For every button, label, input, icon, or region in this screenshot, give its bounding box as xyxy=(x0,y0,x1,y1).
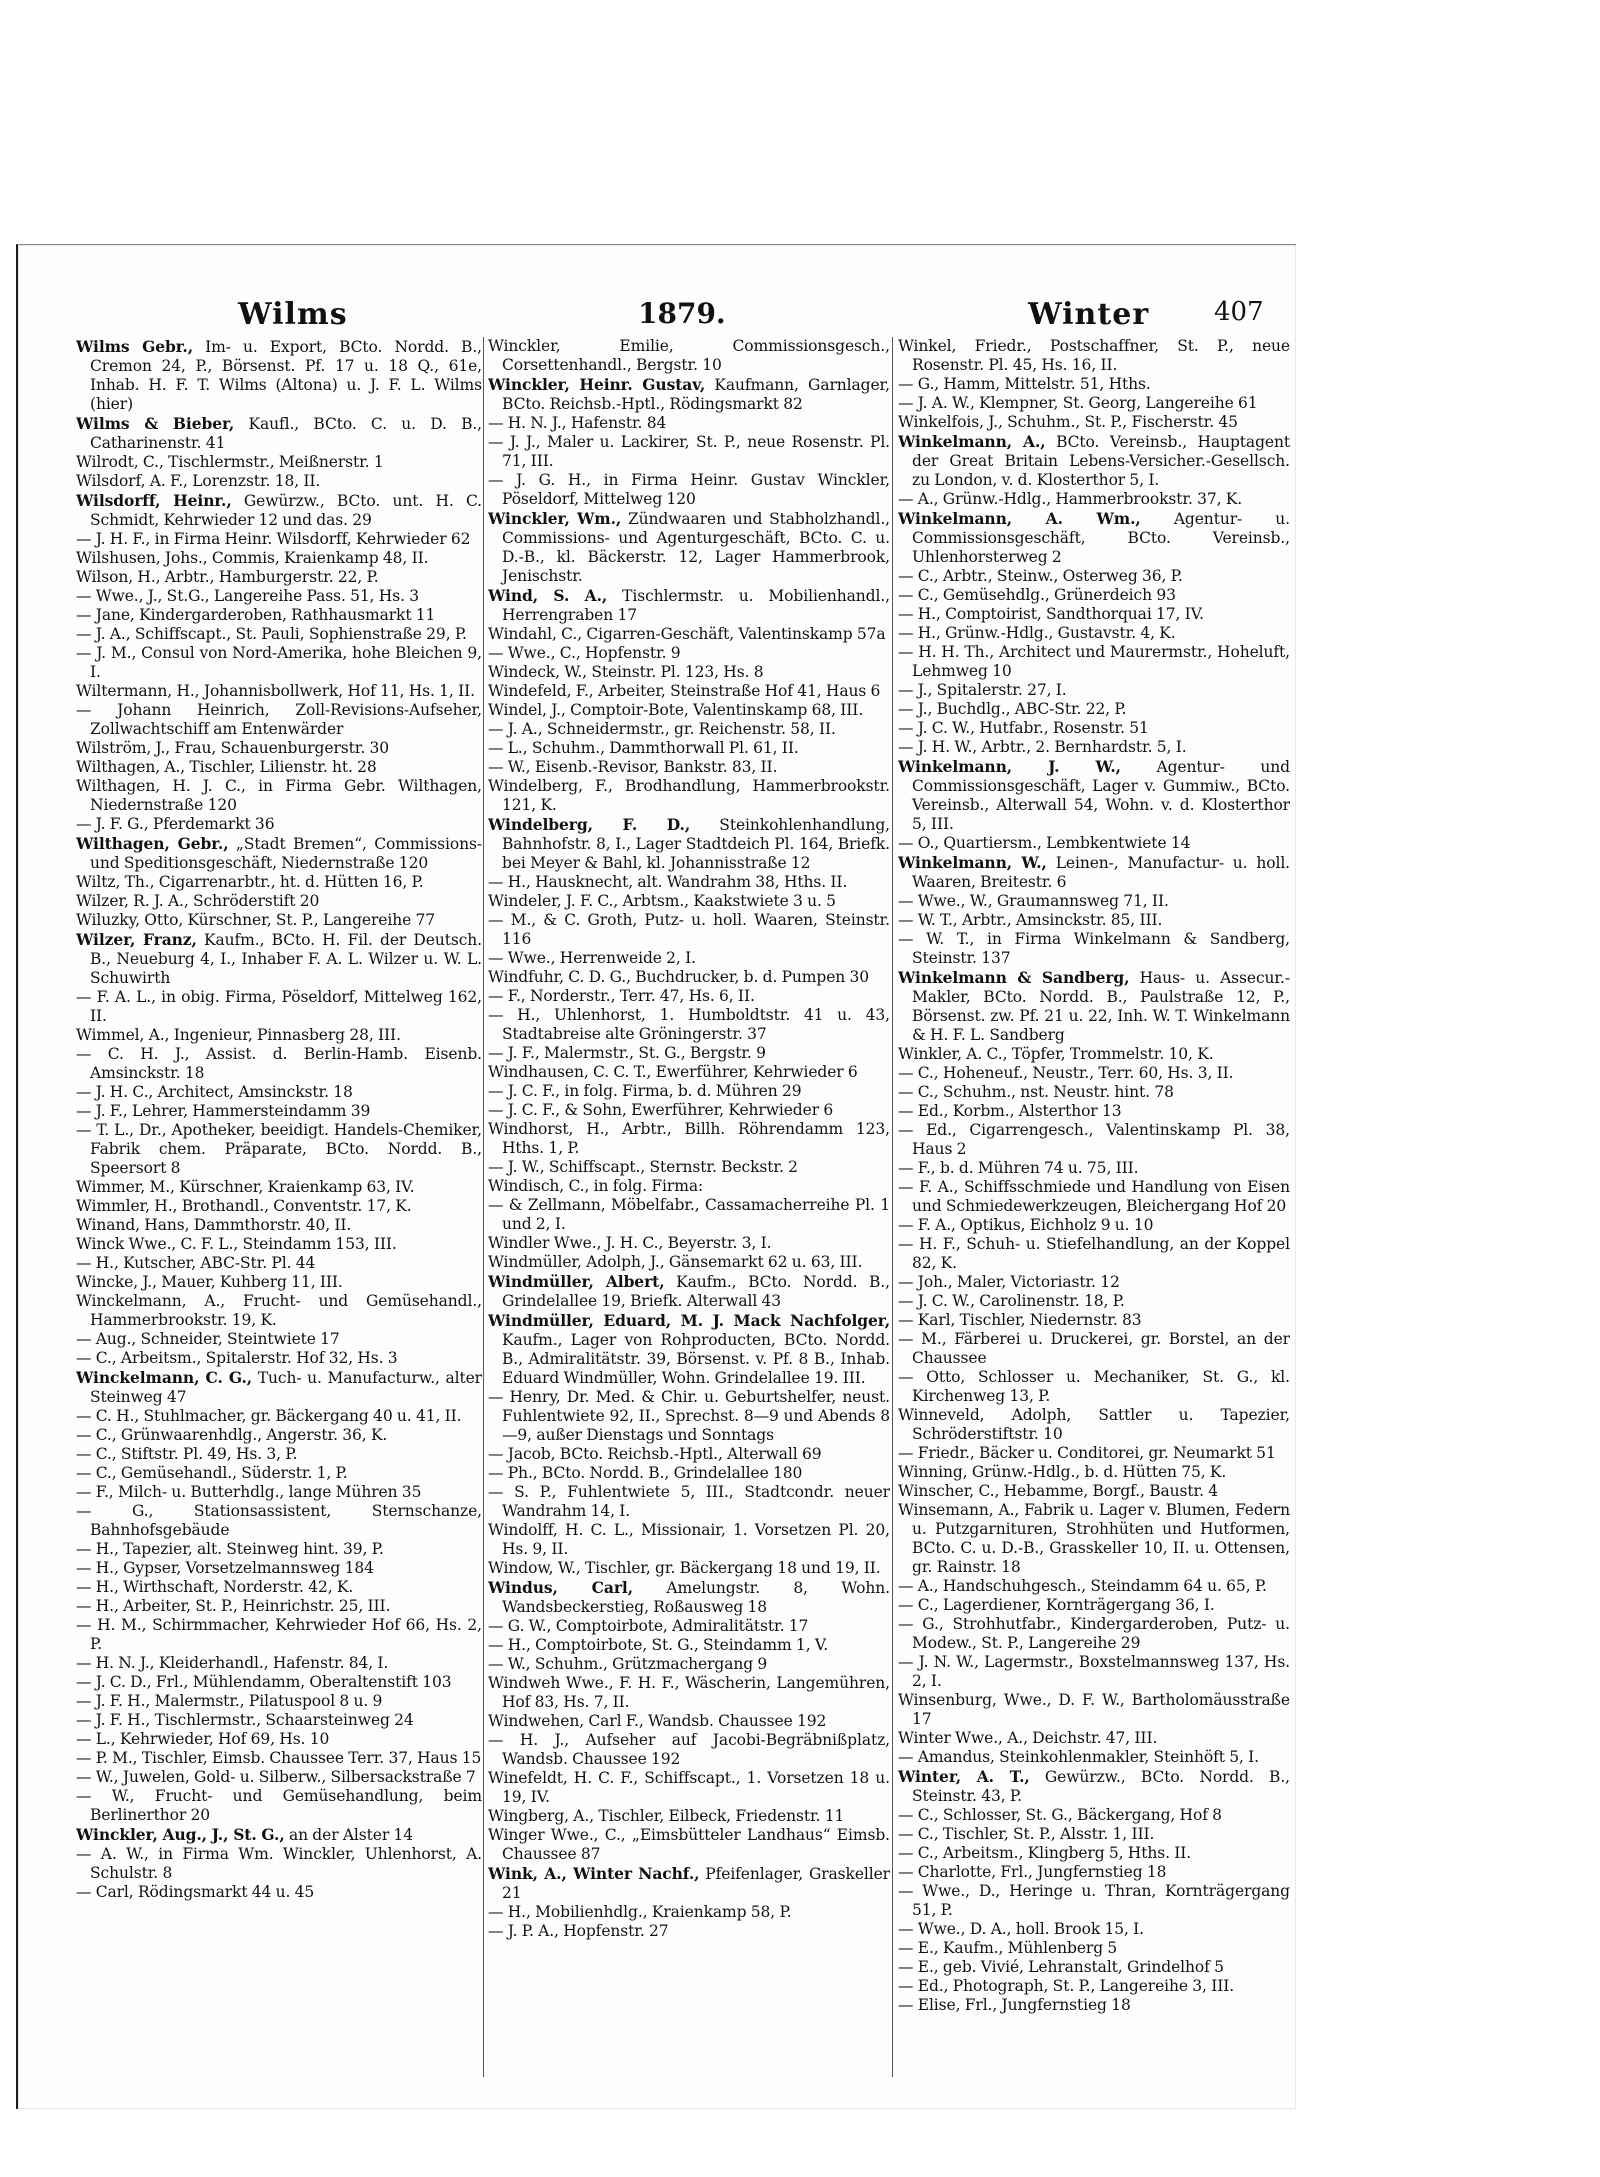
directory-entry: Winckler, Heinr. Gustav, Kaufmann, Garnlager, BCto. Reichsb.-Hptl., Rödingsmarkt 82 xyxy=(488,375,890,413)
directory-entry: Wilson, H., Arbtr., Hamburgerstr. 22, P. xyxy=(76,568,379,586)
directory-entry: Winning, Grünw.-Hdlg., b. d. Hütten 75, K. xyxy=(898,1463,1227,1481)
directory-entry: Wink, A., Winter Nachf., Pfeifenlager, Graskeller 21 xyxy=(488,1864,890,1902)
column-left xyxy=(76,337,482,2077)
directory-entry: — C., Arbeitsm., Klingberg 5, Hths. II. xyxy=(898,1844,1192,1862)
directory-entry: — M., Färberei u. Druckerei, gr. Borstel, an der Chaussee xyxy=(898,1330,1290,1367)
directory-entry: Windhausen, C. C. T., Ewerführer, Kehrwieder 6 xyxy=(488,1063,858,1081)
directory-entry: — C., Lagerdiener, Kornträgergang 36, I. xyxy=(898,1596,1215,1614)
directory-entry: — F. A., Optikus, Eichholz 9 u. 10 xyxy=(898,1216,1154,1234)
directory-entry: Windmüller, Adolph, J., Gänsemarkt 62 u. 63, III. xyxy=(488,1253,863,1271)
directory-entry: Windefeld, F., Arbeiter, Steinstraße Hof 41, Haus 6 xyxy=(488,682,881,700)
directory-entry: Winckelmann, C. G., Tuch- u. Manufacturw., alter Steinweg 47 xyxy=(76,1368,482,1406)
directory-entry: — T. L., Dr., Apotheker, beeidigt. Handels-Chemiker, Fabrik chem. Präparate, BCto. Nordd. B., Speersort 8 xyxy=(76,1121,482,1177)
directory-entry: — H., Wirthschaft, Norderstr. 42, K. xyxy=(76,1578,354,1596)
directory-entry: Wimmler, H., Brothandl., Conventstr. 17, K. xyxy=(76,1197,412,1215)
directory-entry: — Wwe., W., Graumannsweg 71, II. xyxy=(898,892,1169,910)
directory-entry: Winand, Hans, Dammthorstr. 40, II. xyxy=(76,1216,352,1234)
directory-entry: — W., Frucht- und Gemüsehandlung, beim Berlinerthor 20 xyxy=(76,1787,482,1824)
directory-entry: Windisch, C., in folg. Firma: xyxy=(488,1177,704,1195)
directory-entry: Winefeldt, H. C. F., Schiffscapt., 1. Vorsetzen 18 u. 19, IV. xyxy=(488,1769,890,1806)
directory-entry: — Karl, Tischler, Niedernstr. 83 xyxy=(898,1311,1142,1329)
directory-entry: — & Zellmann, Möbelfabr., Cassamacherreihe Pl. 1 und 2, I. xyxy=(488,1196,890,1233)
directory-entry: — H., Grünw.-Hdlg., Gustavstr. 4, K. xyxy=(898,624,1176,642)
directory-entry: — W., Schuhm., Grützmachergang 9 xyxy=(488,1655,768,1673)
directory-entry: Winkelfois, J., Schuhm., St. P., Fischerstr. 45 xyxy=(898,413,1238,431)
directory-entry: Winter, A. T., Gewürzw., BCto. Nordd. B., Steinstr. 43, P. xyxy=(898,1767,1290,1805)
directory-entry: — A., Handschuhgesch., Steindamm 64 u. 65, P. xyxy=(898,1577,1267,1595)
directory-entry: Wilrodt, C., Tischlermstr., Meißnerstr. 1 xyxy=(76,453,384,471)
directory-entry: — M., & C. Groth, Putz- u. holl. Waaren, Steinstr. 116 xyxy=(488,911,890,948)
directory-entry: — O., Quartiersm., Lembkentwiete 14 xyxy=(898,834,1191,852)
directory-entry: — H., Gypser, Vorsetzelmannsweg 184 xyxy=(76,1559,374,1577)
directory-page xyxy=(16,244,1296,2109)
directory-entry: Wilshusen, Johs., Commis, Kraienkamp 48, II. xyxy=(76,549,429,567)
column-divider xyxy=(483,337,484,2077)
directory-entry: Winkelmann, A. Wm., Agentur- u. Commissionsgeschäft, BCto. Vereinsb., Uhlenhorsterweg 2 xyxy=(898,509,1290,566)
directory-entry: Windeck, W., Steinstr. Pl. 123, Hs. 8 xyxy=(488,663,764,681)
directory-entry: — H. N. J., Hafenstr. 84 xyxy=(488,414,667,432)
directory-entry: — C., Grünwaarenhdlg., Angerstr. 36, K. xyxy=(76,1426,388,1444)
directory-entry: Wilström, J., Frau, Schauenburgerstr. 30 xyxy=(76,739,390,757)
directory-entry: — Aug., Schneider, Steintwiete 17 xyxy=(76,1330,340,1348)
directory-entry: — G., Stationsassistent, Sternschanze, Bahnhofsgebäude xyxy=(76,1502,482,1539)
directory-entry: — L., Kehrwieder, Hof 69, Hs. 10 xyxy=(76,1730,330,1748)
directory-entry: — J. C. F., in folg. Firma, b. d. Mühren 29 xyxy=(488,1082,802,1100)
directory-entry: — C., Tischler, St. P., Alsstr. 1, III. xyxy=(898,1825,1155,1843)
directory-entry: Windmüller, Albert, Kaufm., BCto. Nordd. B., Grindelallee 19, Briefk. Alterwall 43 xyxy=(488,1272,890,1310)
directory-entry: — H., Uhlenhorst, 1. Humboldtstr. 41 u. 43, Stadtabreise alte Gröningerstr. 37 xyxy=(488,1006,890,1043)
directory-entry: — Joh., Maler, Victoriastr. 12 xyxy=(898,1273,1120,1291)
directory-entry: — Ed., Cigarrengesch., Valentinskamp Pl. 38, Haus 2 xyxy=(898,1121,1290,1158)
directory-entry: — J. C. F., & Sohn, Ewerführer, Kehrwieder 6 xyxy=(488,1101,834,1119)
directory-entry: — W. T., in Firma Winkelmann & Sandberg, Steinstr. 137 xyxy=(898,930,1290,967)
directory-entry: — J. A., Schneidermstr., gr. Reichenstr. 58, II. xyxy=(488,720,836,738)
directory-entry: Windolff, H. C. L., Missionair, 1. Vorsetzen Pl. 20, Hs. 9, II. xyxy=(488,1521,890,1558)
directory-entry: — C., Arbeitsm., Spitalerstr. Hof 32, Hs. 3 xyxy=(76,1349,398,1367)
directory-entry: — C., Stiftstr. Pl. 49, Hs. 3, P. xyxy=(76,1445,298,1463)
directory-entry: Winckler, Wm., Zündwaaren und Stabholzhandl., Commissions- und Agenturgeschäft, BCto. C. u. D.-B., kl. Bäckerstr. 12, Lager Hammerbrook, Jenischstr. xyxy=(488,509,890,585)
directory-entry: — J. J., Maler u. Lackirer, St. P., neue Rosenstr. Pl. 71, III. xyxy=(488,433,890,470)
directory-entry: Windahl, C., Cigarren-Geschäft, Valentinskamp 57a xyxy=(488,625,886,643)
directory-entry: — W. T., Arbtr., Amsinckstr. 85, III. xyxy=(898,911,1163,929)
directory-entry: Winter Wwe., A., Deichstr. 47, III. xyxy=(898,1729,1158,1747)
directory-entry: Windel, J., Comptoir-Bote, Valentinskamp 68, III. xyxy=(488,701,864,719)
directory-entry: — J. H. F., in Firma Heinr. Wilsdorff, Kehrwieder 62 xyxy=(76,530,471,548)
directory-entry: — J. F., Lehrer, Hammersteindamm 39 xyxy=(76,1102,371,1120)
directory-entry: — J. F. G., Pferdemarkt 36 xyxy=(76,815,275,833)
directory-entry: — J. H. W., Arbtr., 2. Bernhardstr. 5, I. xyxy=(898,738,1187,756)
directory-entry: — J. F. H., Tischlermstr., Schaarsteinweg 24 xyxy=(76,1711,414,1729)
directory-entry: — H., Mobilienhdlg., Kraienkamp 58, P. xyxy=(488,1903,792,1921)
directory-entry: Wiltermann, H., Johannisbollwerk, Hof 11, Hs. 1, II. xyxy=(76,682,475,700)
directory-entry: — Otto, Schlosser u. Mechaniker, St. G., kl. Kirchenweg 13, P. xyxy=(898,1368,1290,1405)
directory-entry: — C., Schuhm., nst. Neustr. hint. 78 xyxy=(898,1083,1174,1101)
directory-entry: — J. C. W., Hutfabr., Rosenstr. 51 xyxy=(898,719,1149,737)
directory-entry: Wimmel, A., Ingenieur, Pinnasberg 28, III. xyxy=(76,1026,401,1044)
directory-entry: — F., b. d. Mühren 74 u. 75, III. xyxy=(898,1159,1139,1177)
directory-entry: Wilthagen, H. J. C., in Firma Gebr. Wilthagen, Niedernstraße 120 xyxy=(76,777,482,814)
directory-entry: Windhorst, H., Arbtr., Billh. Röhrendamm 123, Hths. 1, P. xyxy=(488,1120,890,1157)
directory-entry: — F., Milch- u. Butterhdlg., lange Mühren 35 xyxy=(76,1483,422,1501)
directory-entry: — J. G. H., in Firma Heinr. Gustav Winckler, Pöseldorf, Mittelweg 120 xyxy=(488,471,890,508)
column-divider xyxy=(892,337,893,2077)
directory-entry: — H. N. J., Kleiderhandl., Hafenstr. 84, I. xyxy=(76,1654,389,1672)
directory-entry: Winkler, A. C., Töpfer, Trommelstr. 10, K. xyxy=(898,1045,1214,1063)
directory-entry: — Carl, Rödingsmarkt 44 u. 45 xyxy=(76,1883,315,1901)
directory-entry: — J. F., Malermstr., St. G., Bergstr. 9 xyxy=(488,1044,766,1062)
directory-entry: — J. W., Schiffscapt., Sternstr. Beckstr. 2 xyxy=(488,1158,798,1176)
directory-entry: Wilzer, R. J. A., Schröderstift 20 xyxy=(76,892,320,910)
directory-entry: — Wwe., D., Heringe u. Thran, Kornträgergang 51, P. xyxy=(898,1882,1290,1919)
directory-entry: — J. C. D., Frl., Mühlendamm, Oberaltenstift 103 xyxy=(76,1673,452,1691)
directory-entry: Wilsdorff, Heinr., Gewürzw., BCto. unt. H. C. Schmidt, Kehrwieder 12 und das. 29 xyxy=(76,491,482,529)
directory-entry: Windweh Wwe., F. H. F., Wäscherin, Langemühren, Hof 83, Hs. 7, II. xyxy=(488,1674,890,1711)
directory-entry: — H., Kutscher, ABC-Str. Pl. 44 xyxy=(76,1254,316,1272)
directory-entry: Wilzer, Franz, Kaufm., BCto. H. Fil. der Deutsch. B., Neueburg 4, I., Inhaber F. A. L. Wilzer u. W. L. Schuwirth xyxy=(76,930,482,987)
directory-entry: — Wwe., J., St.G., Langereihe Pass. 51, Hs. 3 xyxy=(76,587,419,605)
directory-entry: Winkel, Friedr., Postschaffner, St. P., neue Rosenstr. Pl. 45, Hs. 16, II. xyxy=(898,337,1290,374)
directory-entry: Wiltz, Th., Cigarrenarbtr., ht. d. Hütten 16, P. xyxy=(76,873,424,891)
directory-entry: Windelberg, F. D., Steinkohlenhandlung, Bahnhofstr. 8, I., Lager Stadtdeich Pl. 164, Briefk. bei Meyer & Bahl, kl. Johannisstraße 12 xyxy=(488,815,890,872)
directory-entry: — C. H., Stuhlmacher, gr. Bäckergang 40 u. 41, II. xyxy=(76,1407,462,1425)
directory-entry: Winneveld, Adolph, Sattler u. Tapezier, Schröderstiftstr. 10 xyxy=(898,1406,1290,1443)
directory-entry: — F., Norderstr., Terr. 47, Hs. 6, II. xyxy=(488,987,755,1005)
directory-entry: Windeler, J. F. C., Arbtsm., Kaakstwiete 3 u. 5 xyxy=(488,892,836,910)
directory-entry: Winckler, Aug., J., St. G., an der Alster 14 xyxy=(76,1825,414,1844)
directory-entry: Wilthagen, Gebr., „Stadt Bremen“, Commissions- und Speditionsgeschäft, Niedernstraße 120 xyxy=(76,834,482,872)
directory-entry: Wilsdorf, A. F., Lorenzstr. 18, II. xyxy=(76,472,321,490)
directory-entry: — H., Tapezier, alt. Steinweg hint. 39, P. xyxy=(76,1540,384,1558)
directory-entry: — S. P., Fuhlentwiete 5, III., Stadtcondr. neuer Wandrahm 14, I. xyxy=(488,1483,890,1520)
directory-entry: Wilms & Bieber, Kaufl., BCto. C. u. D. B., Catharinenstr. 41 xyxy=(76,414,482,452)
directory-entry: Wind, S. A., Tischlermstr. u. Mobilienhandl., Herrengraben 17 xyxy=(488,586,890,624)
directory-entry: Wincke, J., Mauer, Kuhberg 11, III. xyxy=(76,1273,343,1291)
directory-entry: — G. W., Comptoirbote, Admiralitätstr. 17 xyxy=(488,1617,809,1635)
directory-entry: Windwehen, Carl F., Wandsb. Chaussee 192 xyxy=(488,1712,827,1730)
directory-entry: — C., Arbtr., Steinw., Osterweg 36, P. xyxy=(898,567,1183,585)
directory-entry: — H., Comptoirbote, St. G., Steindamm 1, V. xyxy=(488,1636,829,1654)
directory-entry: Windelberg, F., Brodhandlung, Hammerbrookstr. 121, K. xyxy=(488,777,890,814)
running-head-left: Wilms xyxy=(238,297,348,332)
directory-entry: — J. P. A., Hopfenstr. 27 xyxy=(488,1922,669,1940)
directory-entry: Winkelmann, A., BCto. Vereinsb., Hauptagent der Great Britain Lebens-Versicher.-Gesellsch. zu London, v. d. Klosterthor 5, I. xyxy=(898,432,1290,489)
directory-entry: Winsenburg, Wwe., D. F. W., Bartholomäusstraße 17 xyxy=(898,1691,1290,1728)
directory-entry: — C., Gemüsehdlg., Grünerdeich 93 xyxy=(898,586,1176,604)
running-head-right: Winter xyxy=(1028,297,1150,332)
running-head-year: 1879. xyxy=(638,297,726,330)
directory-entry: — G., Strohhutfabr., Kindergarderoben, Putz- u. Modew., St. P., Langereihe 29 xyxy=(898,1615,1290,1652)
directory-entry: — W., Eisenb.-Revisor, Bankstr. 83, II. xyxy=(488,758,778,776)
directory-entry: Windler Wwe., J. H. C., Beyerstr. 3, I. xyxy=(488,1234,772,1252)
directory-entry: Wilthagen, A., Tischler, Lilienstr. ht. 28 xyxy=(76,758,377,776)
directory-entry: — Wwe., C., Hopfenstr. 9 xyxy=(488,644,681,662)
directory-entry: — C., Gemüsehandl., Süderstr. 1, P. xyxy=(76,1464,348,1482)
directory-entry: — A. W., in Firma Wm. Winckler, Uhlenhorst, A. Schulstr. 8 xyxy=(76,1845,482,1882)
directory-entry: — Elise, Frl., Jungfernstieg 18 xyxy=(898,1996,1131,2014)
directory-entry: — E., Kaufm., Mühlenberg 5 xyxy=(898,1939,1118,1957)
directory-entry: — Jacob, BCto. Reichsb.-Hptl., Alterwall 69 xyxy=(488,1445,822,1463)
directory-entry: Wimmer, M., Kürschner, Kraienkamp 63, IV. xyxy=(76,1178,415,1196)
directory-entry: — F. A., Schiffsschmiede und Handlung von Eisen und Schmiedewerkzeugen, Bleichergang Hof 20 xyxy=(898,1178,1290,1215)
directory-entry: Winkelmann, J. W., Agentur- und Commissionsgeschäft, Lager v. Gummiw., BCto. Vereinsb., Alterwall 54, Wohn. v. d. Klosterthor 5, III. xyxy=(898,757,1290,833)
directory-entry: — Amandus, Steinkohlenmakler, Steinhöft 5, I. xyxy=(898,1748,1259,1766)
directory-entry: Windfuhr, C. D. G., Buchdrucker, b. d. Pumpen 30 xyxy=(488,968,870,986)
directory-entry: — C., Hoheneuf., Neustr., Terr. 60, Hs. 3, II. xyxy=(898,1064,1234,1082)
directory-entry: — Ph., BCto. Nordd. B., Grindelallee 180 xyxy=(488,1464,803,1482)
directory-entry: — J. M., Consul von Nord-Amerika, hohe Bleichen 9, I. xyxy=(76,644,482,681)
directory-entry: — H. H. Th., Architect und Maurermstr., Hoheluft, Lehmweg 10 xyxy=(898,643,1290,680)
directory-entry: Winger Wwe., C., „Eimsbütteler Landhaus“ Eimsb. Chaussee 87 xyxy=(488,1826,890,1863)
directory-entry: — P. M., Tischler, Eimsb. Chaussee Terr. 37, Haus 15 xyxy=(76,1749,482,1767)
directory-entry: Wiluzky, Otto, Kürschner, St. P., Langereihe 77 xyxy=(76,911,436,929)
directory-entry: — H. M., Schirmmacher, Kehrwieder Hof 66, Hs. 2, P. xyxy=(76,1616,482,1653)
directory-entry: — J. F. H., Malermstr., Pilatuspool 8 u. 9 xyxy=(76,1692,383,1710)
directory-entry: — Jane, Kindergarderoben, Rathhausmarkt 11 xyxy=(76,606,436,624)
directory-entry: — C. H. J., Assist. d. Berlin-Hamb. Eisenb. Amsinckstr. 18 xyxy=(76,1045,482,1082)
directory-entry: — G., Hamm, Mittelstr. 51, Hths. xyxy=(898,375,1151,393)
directory-entry: Winck Wwe., C. F. L., Steindamm 153, III. xyxy=(76,1235,397,1253)
directory-entry: — E., geb. Vivié, Lehranstalt, Grindelhof 5 xyxy=(898,1958,1224,1976)
directory-entry: Wilms Gebr., Im- u. Export, BCto. Nordd. B., Cremon 24, P., Börsenst. Pf. 17 u. 18 Q., 61e, Inhab. H. F. T. Wilms (Altona) u. J. F. L. Wilms (hier) xyxy=(76,337,482,413)
directory-entry: — J. A. W., Klempner, St. Georg, Langereihe 61 xyxy=(898,394,1258,412)
column-middle xyxy=(488,337,890,2077)
directory-entry: — Charlotte, Frl., Jungfernstieg 18 xyxy=(898,1863,1167,1881)
directory-entry: — H., Arbeiter, St. P., Heinrichstr. 25, III. xyxy=(76,1597,391,1615)
page-number: 407 xyxy=(1214,297,1264,327)
directory-entry: — Friedr., Bäcker u. Conditorei, gr. Neumarkt 51 xyxy=(898,1444,1276,1462)
directory-entry: Winscher, C., Hebamme, Borgf., Baustr. 4 xyxy=(898,1482,1219,1500)
directory-entry: — A., Grünw.-Hdlg., Hammerbrookstr. 37, K. xyxy=(898,490,1243,508)
directory-entry: — Henry, Dr. Med. & Chir. u. Geburtshelfer, neust. Fuhlentwiete 92, II., Sprechst. 8—9 und Abends 8—9, außer Dienstags und Sonntags xyxy=(488,1388,890,1444)
directory-entry: — Ed., Korbm., Alsterthor 13 xyxy=(898,1102,1122,1120)
directory-entry: Wingberg, A., Tischler, Eilbeck, Friedenstr. 11 xyxy=(488,1807,845,1825)
column-right xyxy=(898,337,1290,2077)
directory-entry: — C., Schlosser, St. G., Bäckergang, Hof 8 xyxy=(898,1806,1222,1824)
directory-entry: — J. A., Schiffscapt., St. Pauli, Sophienstraße 29, P. xyxy=(76,625,467,643)
directory-entry: — Johann Heinrich, Zoll-Revisions-Aufseher, Zollwachtschiff am Entenwärder xyxy=(76,701,482,738)
directory-entry: — H., Hausknecht, alt. Wandrahm 38, Hths. II. xyxy=(488,873,848,891)
directory-entry: Winckelmann, A., Frucht- und Gemüsehandl., Hammerbrookstr. 19, K. xyxy=(76,1292,482,1329)
directory-entry: Winkelmann, W., Leinen-, Manufactur- u. holl. Waaren, Breitestr. 6 xyxy=(898,853,1290,891)
directory-entry: — Wwe., D. A., holl. Brook 15, I. xyxy=(898,1920,1144,1938)
directory-entry: — H. J., Aufseher auf Jacobi-Begräbnißplatz, Wandsb. Chaussee 192 xyxy=(488,1731,890,1768)
directory-entry: — J. N. W., Lagermstr., Boxstelmannsweg 137, Hs. 2, I. xyxy=(898,1653,1290,1690)
directory-entry: — F. A. L., in obig. Firma, Pöseldorf, Mittelweg 162, II. xyxy=(76,988,482,1025)
directory-entry: Winkelmann & Sandberg, Haus- u. Assecur.-Makler, BCto. Nordd. B., Paulstraße 12, P., Börsenst. zw. Pf. 21 u. 22, Inh. W. T. Winkelmann & H. F. L. Sandberg xyxy=(898,968,1290,1044)
directory-entry: — L., Schuhm., Dammthorwall Pl. 61, II. xyxy=(488,739,799,757)
directory-entry: — J. H. C., Architect, Amsinckstr. 18 xyxy=(76,1083,353,1101)
directory-entry: — J., Buchdlg., ABC-Str. 22, P. xyxy=(898,700,1127,718)
directory-entry: — H., Comptoirist, Sandthorquai 17, IV. xyxy=(898,605,1204,623)
directory-entry: Winckler, Emilie, Commissionsgesch., Corsettenhandl., Bergstr. 10 xyxy=(488,337,890,374)
directory-entry: Window, W., Tischler, gr. Bäckergang 18 und 19, II. xyxy=(488,1559,881,1577)
directory-entry: — Ed., Photograph, St. P., Langereihe 3, III. xyxy=(898,1977,1235,1995)
directory-entry: — Wwe., Herrenweide 2, I. xyxy=(488,949,696,967)
directory-entry: Winsemann, A., Fabrik u. Lager v. Blumen, Federn u. Putzgarnituren, Strohhüten und Hutformen, BCto. C. u. D.-B., Grasskeller 10, II. u. Ottensen, gr. Rainstr. 18 xyxy=(898,1501,1290,1576)
directory-entry: — W., Juwelen, Gold- u. Silberw., Silbersackstraße 7 xyxy=(76,1768,476,1786)
directory-entry: Windus, Carl, Amelungstr. 8, Wohn. Wandsbeckerstieg, Roßausweg 18 xyxy=(488,1578,890,1616)
directory-entry: — H. F., Schuh- u. Stiefelhandlung, an der Koppel 82, K. xyxy=(898,1235,1290,1272)
directory-entry: Windmüller, Eduard, M. J. Mack Nachfolger, Kaufm., Lager von Rohproducten, BCto. Nordd. B., Admiralitätstr. 39, Börsenst. v. Pf. 8 B., Inhab. Eduard Windmüller, Wohn. Grindelallee 19. III. xyxy=(488,1311,890,1387)
directory-entry: — J., Spitalerstr. 27, I. xyxy=(898,681,1067,699)
directory-entry: — J. C. W., Carolinenstr. 18, P. xyxy=(898,1292,1125,1310)
